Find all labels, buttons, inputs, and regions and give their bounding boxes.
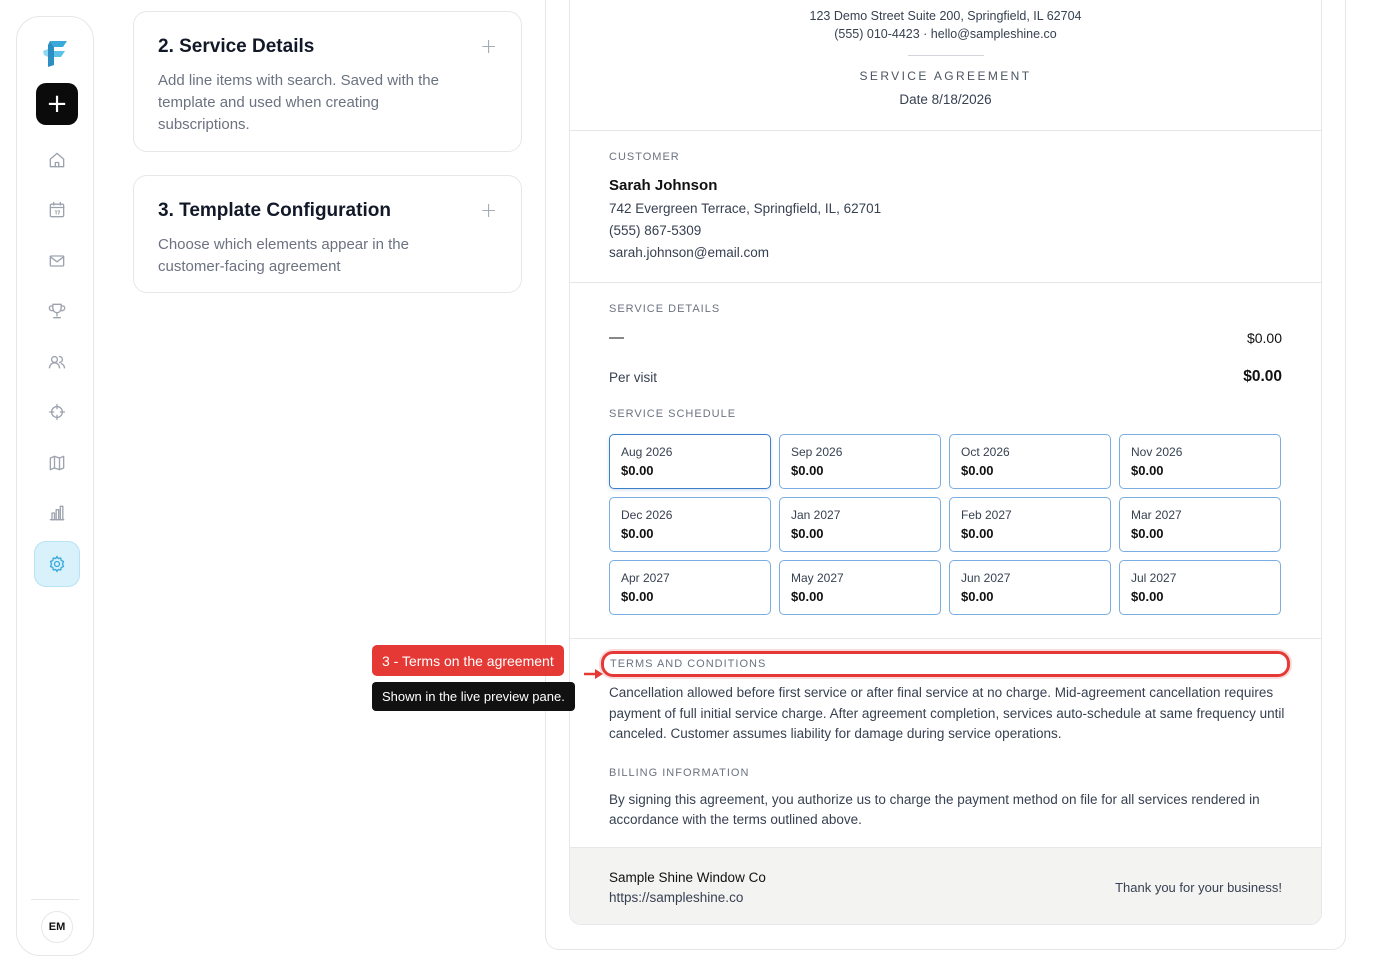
month-label: Jun 2027 bbox=[961, 571, 1011, 585]
schedule-month[interactable] bbox=[949, 497, 1111, 552]
chart-icon bbox=[47, 503, 67, 523]
user-avatar[interactable]: EM bbox=[41, 911, 73, 943]
customer-section bbox=[609, 151, 1282, 260]
month-amount: $0.00 bbox=[791, 589, 824, 604]
company-address: 123 Demo Street Suite 200, Springfield, IL 62704 bbox=[809, 9, 1082, 23]
annotation-callout: 3 - Terms on the agreement bbox=[372, 645, 564, 676]
card-title: 3. Template Configuration bbox=[158, 200, 391, 221]
users-icon bbox=[47, 352, 67, 372]
nav-map[interactable] bbox=[34, 440, 80, 486]
card-title: 2. Service Details bbox=[158, 36, 315, 57]
footer-company: Sample Shine Window Co bbox=[609, 870, 766, 885]
document-header bbox=[570, 0, 1321, 131]
home-icon bbox=[47, 150, 67, 170]
schedule-month[interactable] bbox=[609, 560, 771, 615]
document-footer bbox=[570, 847, 1321, 925]
service-details-label: SERVICE DETAILS bbox=[609, 303, 721, 315]
footer-thanks: Thank you for your business! bbox=[1115, 880, 1282, 895]
schedule-month[interactable] bbox=[609, 497, 771, 552]
month-label: Nov 2026 bbox=[1131, 445, 1183, 459]
month-amount: $0.00 bbox=[791, 526, 824, 541]
header-divider bbox=[908, 55, 984, 56]
per-visit-amount: $0.00 bbox=[1243, 368, 1282, 385]
nav-mail[interactable] bbox=[34, 238, 80, 284]
month-amount: $0.00 bbox=[1131, 526, 1164, 541]
month-amount: $0.00 bbox=[961, 589, 994, 604]
month-label: Sep 2026 bbox=[791, 445, 843, 459]
annotation-tooltip: Shown in the live preview pane. bbox=[372, 682, 575, 711]
schedule-month[interactable] bbox=[949, 434, 1111, 489]
expand-plus-icon[interactable]: + bbox=[480, 198, 497, 222]
month-label: Feb 2027 bbox=[961, 508, 1012, 522]
sidebar-divider bbox=[31, 899, 79, 900]
per-visit-row bbox=[609, 368, 1282, 386]
card-description: Add line items with search. Saved with the template and used when creating subscriptions. bbox=[158, 72, 439, 133]
schedule-month[interactable] bbox=[779, 560, 941, 615]
per-visit-label: Per visit bbox=[609, 369, 658, 385]
month-amount: $0.00 bbox=[621, 463, 654, 478]
nav-users[interactable] bbox=[34, 339, 80, 385]
month-label: May 2027 bbox=[791, 571, 844, 585]
month-amount: $0.00 bbox=[961, 526, 994, 541]
footer-url[interactable]: https://sampleshine.co bbox=[609, 890, 744, 905]
month-label: Dec 2026 bbox=[621, 508, 673, 522]
mail-icon bbox=[47, 251, 67, 271]
target-icon bbox=[47, 402, 67, 422]
company-contact: (555) 010-4423 · hello@sampleshine.co bbox=[834, 27, 1057, 41]
map-icon bbox=[47, 453, 67, 473]
month-amount: $0.00 bbox=[621, 526, 654, 541]
month-label: Oct 2026 bbox=[961, 445, 1010, 459]
month-label: Aug 2026 bbox=[621, 445, 673, 459]
line-item-name: — bbox=[609, 329, 624, 346]
card-description: Choose which elements appear in the customer-facing agreement bbox=[158, 236, 409, 275]
nav-calendar[interactable] bbox=[34, 187, 80, 233]
service-details-section bbox=[609, 303, 1282, 420]
month-amount: $0.00 bbox=[1131, 463, 1164, 478]
schedule-month[interactable] bbox=[1119, 434, 1281, 489]
trophy-icon bbox=[47, 301, 67, 321]
service-details-card[interactable] bbox=[133, 11, 522, 152]
schedule-month[interactable] bbox=[949, 560, 1111, 615]
month-amount: $0.00 bbox=[621, 589, 654, 604]
agreement-title: SERVICE AGREEMENT bbox=[859, 69, 1032, 83]
month-label: Mar 2027 bbox=[1131, 508, 1182, 522]
brand-logo-icon[interactable] bbox=[41, 37, 71, 69]
nav-home[interactable] bbox=[34, 137, 80, 183]
line-item-amount: $0.00 bbox=[1246, 329, 1282, 346]
agreement-document bbox=[569, 0, 1322, 925]
terms-text: Cancellation allowed before first service or after final service at no charge. Mid-agreement cancellation requires payment of full initial service charge. After agreement completion, services auto-schedule at same frequency until canceled. Customer assumes liability for damage during service operations. bbox=[609, 685, 1285, 741]
customer-name: Sarah Johnson bbox=[609, 177, 718, 194]
terms-label: TERMS AND CONDITIONS bbox=[610, 658, 767, 670]
template-configuration-card[interactable] bbox=[133, 175, 522, 293]
schedule-month[interactable] bbox=[1119, 497, 1281, 552]
month-amount: $0.00 bbox=[1131, 589, 1164, 604]
nav-trophy[interactable] bbox=[34, 288, 80, 334]
section-divider bbox=[570, 638, 1321, 639]
section-divider bbox=[570, 282, 1321, 283]
schedule-month[interactable] bbox=[1119, 560, 1281, 615]
terms-highlight-box bbox=[601, 651, 1290, 677]
schedule-month[interactable] bbox=[609, 434, 771, 489]
service-schedule-label: SERVICE SCHEDULE bbox=[609, 408, 737, 420]
sidebar bbox=[16, 16, 94, 956]
service-schedule-grid bbox=[609, 434, 1283, 615]
line-item-row bbox=[609, 329, 1282, 346]
settings-icon bbox=[47, 554, 67, 574]
month-label: Jan 2027 bbox=[791, 508, 841, 522]
customer-phone: (555) 867-5309 bbox=[609, 223, 702, 238]
agreement-date: Date 8/18/2026 bbox=[899, 92, 992, 107]
arrow-right-icon bbox=[584, 667, 604, 681]
schedule-month[interactable] bbox=[779, 434, 941, 489]
nav-reports[interactable] bbox=[34, 490, 80, 536]
nav-settings[interactable] bbox=[34, 541, 80, 587]
month-label: Jul 2027 bbox=[1131, 571, 1177, 585]
expand-plus-icon[interactable]: + bbox=[480, 34, 497, 58]
calendar-icon bbox=[47, 200, 67, 220]
plus-icon: + bbox=[46, 89, 68, 119]
month-amount: $0.00 bbox=[791, 463, 824, 478]
month-amount: $0.00 bbox=[961, 463, 994, 478]
create-new-button[interactable] bbox=[36, 83, 78, 125]
billing-text: By signing this agreement, you authorize us to charge the payment method on file for all services rendered in accordance with the terms outlined above. bbox=[609, 792, 1260, 827]
month-label: Apr 2027 bbox=[621, 571, 670, 585]
customer-label: CUSTOMER bbox=[609, 151, 680, 163]
billing-label: BILLING INFORMATION bbox=[609, 767, 750, 779]
schedule-month[interactable] bbox=[779, 497, 941, 552]
nav-target[interactable] bbox=[34, 389, 80, 435]
customer-address: 742 Evergreen Terrace, Springfield, IL, 62701 bbox=[609, 201, 882, 216]
customer-email: sarah.johnson@email.com bbox=[609, 245, 770, 260]
